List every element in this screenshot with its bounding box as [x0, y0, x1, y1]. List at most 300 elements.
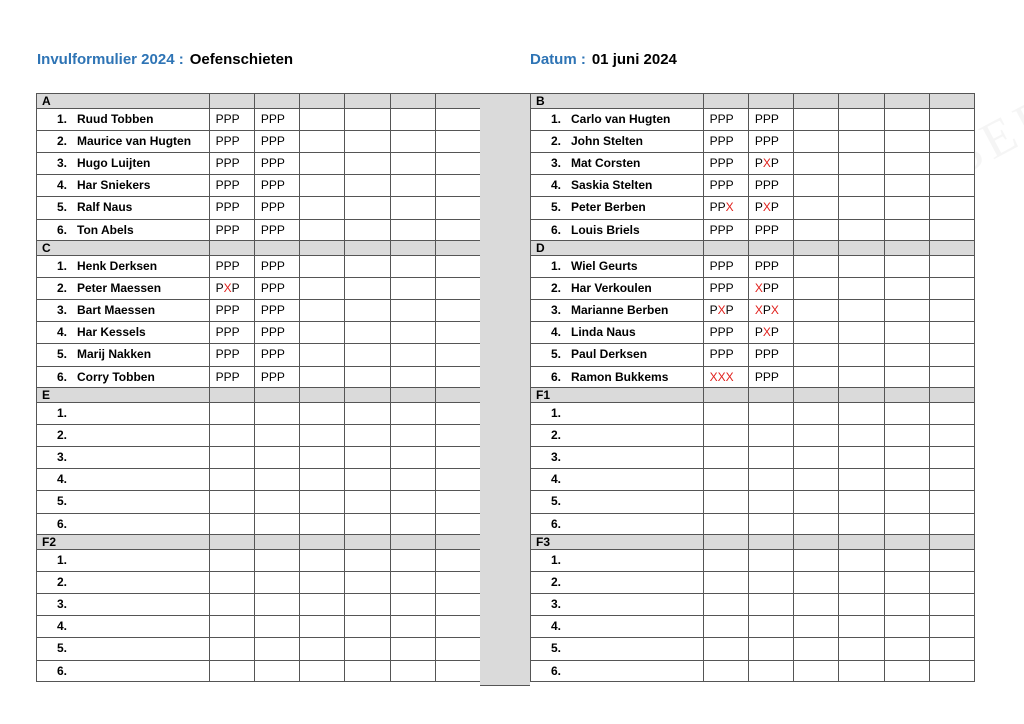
- empty-score-cell[interactable]: [391, 197, 436, 219]
- empty-score-cell[interactable]: [300, 220, 345, 240]
- empty-score-cell[interactable]: [300, 300, 345, 321]
- round-2-score-cell[interactable]: [255, 491, 300, 513]
- round-2-score-cell[interactable]: [255, 425, 300, 446]
- empty-score-cell[interactable]: [885, 491, 930, 513]
- empty-score-cell[interactable]: [300, 469, 345, 490]
- round-2-score-cell[interactable]: [749, 514, 794, 534]
- empty-score-cell[interactable]: [839, 109, 884, 130]
- round-1-score-cell[interactable]: [210, 661, 255, 681]
- name-cell[interactable]: [531, 344, 704, 366]
- empty-score-cell[interactable]: [391, 131, 436, 152]
- name-cell[interactable]: [37, 469, 210, 490]
- round-1-score-cell[interactable]: [210, 344, 255, 366]
- round-2-score-cell[interactable]: [749, 491, 794, 513]
- empty-score-cell[interactable]: [391, 300, 436, 321]
- empty-score-cell[interactable]: [300, 572, 345, 593]
- round-2-score-cell[interactable]: [749, 367, 794, 387]
- empty-score-cell[interactable]: [345, 153, 390, 174]
- round-1-score-cell[interactable]: [210, 322, 255, 343]
- empty-score-cell[interactable]: [300, 403, 345, 424]
- empty-score-cell[interactable]: [794, 256, 839, 277]
- empty-score-cell[interactable]: [391, 175, 436, 196]
- empty-score-cell[interactable]: [794, 109, 839, 130]
- round-2-score-cell[interactable]: [749, 109, 794, 130]
- empty-score-cell[interactable]: [345, 638, 390, 660]
- empty-score-cell[interactable]: [839, 300, 884, 321]
- empty-score-cell[interactable]: [930, 256, 975, 277]
- empty-score-cell[interactable]: [930, 425, 975, 446]
- round-2-score-cell[interactable]: [255, 344, 300, 366]
- empty-score-cell[interactable]: [436, 256, 481, 277]
- empty-score-cell[interactable]: [794, 322, 839, 343]
- round-1-score-cell[interactable]: [704, 550, 749, 571]
- empty-score-cell[interactable]: [300, 425, 345, 446]
- round-1-score-cell[interactable]: [210, 572, 255, 593]
- empty-score-cell[interactable]: [839, 514, 884, 534]
- empty-score-cell[interactable]: [839, 550, 884, 571]
- round-2-score-cell[interactable]: [749, 403, 794, 424]
- empty-score-cell[interactable]: [885, 616, 930, 637]
- empty-score-cell[interactable]: [391, 220, 436, 240]
- name-cell[interactable]: [37, 425, 210, 446]
- empty-score-cell[interactable]: [885, 425, 930, 446]
- empty-score-cell[interactable]: [794, 300, 839, 321]
- empty-score-cell[interactable]: [436, 109, 481, 130]
- round-1-score-cell[interactable]: [210, 256, 255, 277]
- empty-score-cell[interactable]: [345, 403, 390, 424]
- round-1-score-cell[interactable]: [704, 367, 749, 387]
- empty-score-cell[interactable]: [794, 447, 839, 468]
- empty-score-cell[interactable]: [345, 197, 390, 219]
- round-1-score-cell[interactable]: [210, 220, 255, 240]
- round-1-score-cell[interactable]: [210, 131, 255, 152]
- empty-score-cell[interactable]: [885, 638, 930, 660]
- empty-score-cell[interactable]: [930, 514, 975, 534]
- empty-score-cell[interactable]: [885, 256, 930, 277]
- empty-score-cell[interactable]: [839, 197, 884, 219]
- empty-score-cell[interactable]: [930, 616, 975, 637]
- round-1-score-cell[interactable]: [704, 220, 749, 240]
- empty-score-cell[interactable]: [885, 197, 930, 219]
- empty-score-cell[interactable]: [930, 344, 975, 366]
- round-2-score-cell[interactable]: [255, 447, 300, 468]
- name-cell[interactable]: [531, 131, 704, 152]
- round-1-score-cell[interactable]: [210, 278, 255, 299]
- round-1-score-cell[interactable]: [210, 425, 255, 446]
- empty-score-cell[interactable]: [794, 469, 839, 490]
- empty-score-cell[interactable]: [391, 594, 436, 615]
- round-1-score-cell[interactable]: [210, 109, 255, 130]
- empty-score-cell[interactable]: [885, 550, 930, 571]
- empty-score-cell[interactable]: [839, 220, 884, 240]
- empty-score-cell[interactable]: [436, 661, 481, 681]
- name-cell[interactable]: [531, 550, 704, 571]
- round-1-score-cell[interactable]: [210, 616, 255, 637]
- empty-score-cell[interactable]: [345, 322, 390, 343]
- empty-score-cell[interactable]: [345, 491, 390, 513]
- empty-score-cell[interactable]: [345, 367, 390, 387]
- empty-score-cell[interactable]: [930, 175, 975, 196]
- name-cell[interactable]: [37, 256, 210, 277]
- empty-score-cell[interactable]: [345, 278, 390, 299]
- empty-score-cell[interactable]: [930, 469, 975, 490]
- round-2-score-cell[interactable]: [255, 661, 300, 681]
- empty-score-cell[interactable]: [839, 469, 884, 490]
- name-cell[interactable]: [37, 514, 210, 534]
- empty-score-cell[interactable]: [839, 322, 884, 343]
- empty-score-cell[interactable]: [345, 550, 390, 571]
- empty-score-cell[interactable]: [391, 256, 436, 277]
- round-2-score-cell[interactable]: [255, 300, 300, 321]
- name-cell[interactable]: [37, 131, 210, 152]
- empty-score-cell[interactable]: [300, 256, 345, 277]
- empty-score-cell[interactable]: [930, 447, 975, 468]
- empty-score-cell[interactable]: [391, 491, 436, 513]
- name-cell[interactable]: [37, 197, 210, 219]
- empty-score-cell[interactable]: [300, 491, 345, 513]
- round-2-score-cell[interactable]: [749, 344, 794, 366]
- empty-score-cell[interactable]: [794, 425, 839, 446]
- empty-score-cell[interactable]: [885, 572, 930, 593]
- round-2-score-cell[interactable]: [255, 514, 300, 534]
- empty-score-cell[interactable]: [794, 278, 839, 299]
- name-cell[interactable]: [531, 322, 704, 343]
- empty-score-cell[interactable]: [885, 278, 930, 299]
- empty-score-cell[interactable]: [839, 447, 884, 468]
- round-2-score-cell[interactable]: [749, 469, 794, 490]
- round-2-score-cell[interactable]: [749, 322, 794, 343]
- round-2-score-cell[interactable]: [749, 447, 794, 468]
- empty-score-cell[interactable]: [436, 425, 481, 446]
- round-1-score-cell[interactable]: [210, 469, 255, 490]
- name-cell[interactable]: [531, 153, 704, 174]
- empty-score-cell[interactable]: [839, 491, 884, 513]
- name-cell[interactable]: [531, 514, 704, 534]
- round-1-score-cell[interactable]: [210, 514, 255, 534]
- round-1-score-cell[interactable]: [210, 367, 255, 387]
- empty-score-cell[interactable]: [930, 197, 975, 219]
- round-2-score-cell[interactable]: [255, 367, 300, 387]
- round-2-score-cell[interactable]: [749, 256, 794, 277]
- round-1-score-cell[interactable]: [704, 197, 749, 219]
- empty-score-cell[interactable]: [794, 197, 839, 219]
- empty-score-cell[interactable]: [930, 550, 975, 571]
- round-2-score-cell[interactable]: [255, 594, 300, 615]
- empty-score-cell[interactable]: [345, 109, 390, 130]
- empty-score-cell[interactable]: [839, 278, 884, 299]
- empty-score-cell[interactable]: [436, 131, 481, 152]
- name-cell[interactable]: [531, 256, 704, 277]
- name-cell[interactable]: [37, 403, 210, 424]
- round-2-score-cell[interactable]: [255, 322, 300, 343]
- name-cell[interactable]: [37, 572, 210, 593]
- round-1-score-cell[interactable]: [704, 322, 749, 343]
- name-cell[interactable]: [37, 367, 210, 387]
- empty-score-cell[interactable]: [930, 153, 975, 174]
- name-cell[interactable]: [531, 109, 704, 130]
- name-cell[interactable]: [37, 220, 210, 240]
- empty-score-cell[interactable]: [345, 256, 390, 277]
- round-1-score-cell[interactable]: [704, 344, 749, 366]
- round-2-score-cell[interactable]: [749, 197, 794, 219]
- name-cell[interactable]: [531, 300, 704, 321]
- empty-score-cell[interactable]: [885, 322, 930, 343]
- empty-score-cell[interactable]: [345, 344, 390, 366]
- round-2-score-cell[interactable]: [255, 550, 300, 571]
- empty-score-cell[interactable]: [391, 447, 436, 468]
- empty-score-cell[interactable]: [391, 616, 436, 637]
- empty-score-cell[interactable]: [839, 661, 884, 681]
- empty-score-cell[interactable]: [839, 344, 884, 366]
- empty-score-cell[interactable]: [839, 616, 884, 637]
- round-1-score-cell[interactable]: [210, 638, 255, 660]
- round-2-score-cell[interactable]: [255, 131, 300, 152]
- round-2-score-cell[interactable]: [749, 661, 794, 681]
- round-2-score-cell[interactable]: [255, 616, 300, 637]
- empty-score-cell[interactable]: [391, 425, 436, 446]
- empty-score-cell[interactable]: [930, 278, 975, 299]
- empty-score-cell[interactable]: [391, 572, 436, 593]
- round-1-score-cell[interactable]: [704, 109, 749, 130]
- round-2-score-cell[interactable]: [255, 572, 300, 593]
- empty-score-cell[interactable]: [345, 131, 390, 152]
- round-1-score-cell[interactable]: [704, 278, 749, 299]
- empty-score-cell[interactable]: [436, 514, 481, 534]
- round-1-score-cell[interactable]: [704, 131, 749, 152]
- empty-score-cell[interactable]: [391, 367, 436, 387]
- empty-score-cell[interactable]: [300, 550, 345, 571]
- round-1-score-cell[interactable]: [704, 425, 749, 446]
- round-1-score-cell[interactable]: [704, 447, 749, 468]
- empty-score-cell[interactable]: [885, 661, 930, 681]
- empty-score-cell[interactable]: [436, 491, 481, 513]
- round-2-score-cell[interactable]: [749, 131, 794, 152]
- empty-score-cell[interactable]: [391, 550, 436, 571]
- round-2-score-cell[interactable]: [255, 256, 300, 277]
- round-2-score-cell[interactable]: [749, 572, 794, 593]
- round-2-score-cell[interactable]: [255, 153, 300, 174]
- name-cell[interactable]: [531, 278, 704, 299]
- empty-score-cell[interactable]: [300, 594, 345, 615]
- empty-score-cell[interactable]: [436, 550, 481, 571]
- empty-score-cell[interactable]: [885, 300, 930, 321]
- empty-score-cell[interactable]: [300, 175, 345, 196]
- empty-score-cell[interactable]: [839, 367, 884, 387]
- empty-score-cell[interactable]: [436, 638, 481, 660]
- round-2-score-cell[interactable]: [255, 197, 300, 219]
- name-cell[interactable]: [531, 175, 704, 196]
- empty-score-cell[interactable]: [930, 367, 975, 387]
- empty-score-cell[interactable]: [930, 572, 975, 593]
- empty-score-cell[interactable]: [930, 131, 975, 152]
- empty-score-cell[interactable]: [436, 572, 481, 593]
- empty-score-cell[interactable]: [885, 514, 930, 534]
- round-2-score-cell[interactable]: [255, 220, 300, 240]
- round-2-score-cell[interactable]: [255, 638, 300, 660]
- name-cell[interactable]: [531, 594, 704, 615]
- empty-score-cell[interactable]: [300, 638, 345, 660]
- empty-score-cell[interactable]: [345, 175, 390, 196]
- empty-score-cell[interactable]: [300, 278, 345, 299]
- round-1-score-cell[interactable]: [704, 661, 749, 681]
- empty-score-cell[interactable]: [436, 344, 481, 366]
- empty-score-cell[interactable]: [300, 661, 345, 681]
- name-cell[interactable]: [531, 661, 704, 681]
- empty-score-cell[interactable]: [391, 514, 436, 534]
- name-cell[interactable]: [531, 197, 704, 219]
- empty-score-cell[interactable]: [345, 514, 390, 534]
- empty-score-cell[interactable]: [839, 425, 884, 446]
- name-cell[interactable]: [37, 153, 210, 174]
- empty-score-cell[interactable]: [930, 300, 975, 321]
- round-1-score-cell[interactable]: [704, 403, 749, 424]
- round-2-score-cell[interactable]: [749, 550, 794, 571]
- empty-score-cell[interactable]: [794, 572, 839, 593]
- round-2-score-cell[interactable]: [749, 425, 794, 446]
- empty-score-cell[interactable]: [345, 572, 390, 593]
- empty-score-cell[interactable]: [300, 367, 345, 387]
- empty-score-cell[interactable]: [839, 153, 884, 174]
- round-2-score-cell[interactable]: [749, 300, 794, 321]
- empty-score-cell[interactable]: [794, 175, 839, 196]
- empty-score-cell[interactable]: [794, 661, 839, 681]
- empty-score-cell[interactable]: [345, 220, 390, 240]
- name-cell[interactable]: [531, 572, 704, 593]
- name-cell[interactable]: [37, 109, 210, 130]
- empty-score-cell[interactable]: [930, 109, 975, 130]
- empty-score-cell[interactable]: [794, 514, 839, 534]
- name-cell[interactable]: [531, 638, 704, 660]
- name-cell[interactable]: [37, 278, 210, 299]
- empty-score-cell[interactable]: [885, 367, 930, 387]
- name-cell[interactable]: [531, 616, 704, 637]
- name-cell[interactable]: [37, 344, 210, 366]
- round-1-score-cell[interactable]: [210, 153, 255, 174]
- round-1-score-cell[interactable]: [704, 256, 749, 277]
- empty-score-cell[interactable]: [885, 594, 930, 615]
- round-2-score-cell[interactable]: [255, 175, 300, 196]
- empty-score-cell[interactable]: [885, 344, 930, 366]
- name-cell[interactable]: [37, 447, 210, 468]
- empty-score-cell[interactable]: [436, 403, 481, 424]
- name-cell[interactable]: [531, 220, 704, 240]
- round-1-score-cell[interactable]: [704, 469, 749, 490]
- round-1-score-cell[interactable]: [704, 572, 749, 593]
- name-cell[interactable]: [37, 491, 210, 513]
- empty-score-cell[interactable]: [794, 616, 839, 637]
- empty-score-cell[interactable]: [794, 344, 839, 366]
- empty-score-cell[interactable]: [885, 403, 930, 424]
- empty-score-cell[interactable]: [794, 403, 839, 424]
- empty-score-cell[interactable]: [436, 447, 481, 468]
- name-cell[interactable]: [37, 175, 210, 196]
- empty-score-cell[interactable]: [885, 469, 930, 490]
- empty-score-cell[interactable]: [300, 514, 345, 534]
- empty-score-cell[interactable]: [885, 153, 930, 174]
- empty-score-cell[interactable]: [436, 220, 481, 240]
- empty-score-cell[interactable]: [436, 300, 481, 321]
- round-1-score-cell[interactable]: [704, 514, 749, 534]
- name-cell[interactable]: [531, 447, 704, 468]
- round-1-score-cell[interactable]: [704, 175, 749, 196]
- round-2-score-cell[interactable]: [255, 403, 300, 424]
- empty-score-cell[interactable]: [839, 638, 884, 660]
- empty-score-cell[interactable]: [300, 109, 345, 130]
- empty-score-cell[interactable]: [794, 491, 839, 513]
- round-1-score-cell[interactable]: [210, 175, 255, 196]
- round-1-score-cell[interactable]: [210, 447, 255, 468]
- round-1-score-cell[interactable]: [704, 638, 749, 660]
- round-1-score-cell[interactable]: [210, 491, 255, 513]
- name-cell[interactable]: [531, 367, 704, 387]
- empty-score-cell[interactable]: [794, 550, 839, 571]
- round-1-score-cell[interactable]: [210, 594, 255, 615]
- empty-score-cell[interactable]: [436, 322, 481, 343]
- round-2-score-cell[interactable]: [255, 109, 300, 130]
- round-2-score-cell[interactable]: [749, 175, 794, 196]
- empty-score-cell[interactable]: [345, 469, 390, 490]
- empty-score-cell[interactable]: [436, 594, 481, 615]
- empty-score-cell[interactable]: [794, 220, 839, 240]
- empty-score-cell[interactable]: [436, 469, 481, 490]
- empty-score-cell[interactable]: [930, 638, 975, 660]
- empty-score-cell[interactable]: [300, 344, 345, 366]
- name-cell[interactable]: [531, 491, 704, 513]
- empty-score-cell[interactable]: [839, 594, 884, 615]
- empty-score-cell[interactable]: [391, 109, 436, 130]
- round-1-score-cell[interactable]: [704, 491, 749, 513]
- empty-score-cell[interactable]: [794, 153, 839, 174]
- empty-score-cell[interactable]: [436, 153, 481, 174]
- empty-score-cell[interactable]: [345, 425, 390, 446]
- round-2-score-cell[interactable]: [255, 469, 300, 490]
- empty-score-cell[interactable]: [885, 109, 930, 130]
- round-1-score-cell[interactable]: [704, 616, 749, 637]
- empty-score-cell[interactable]: [300, 616, 345, 637]
- name-cell[interactable]: [37, 322, 210, 343]
- empty-score-cell[interactable]: [794, 131, 839, 152]
- empty-score-cell[interactable]: [839, 131, 884, 152]
- name-cell[interactable]: [531, 425, 704, 446]
- empty-score-cell[interactable]: [794, 367, 839, 387]
- empty-score-cell[interactable]: [436, 367, 481, 387]
- empty-score-cell[interactable]: [300, 197, 345, 219]
- round-1-score-cell[interactable]: [704, 594, 749, 615]
- empty-score-cell[interactable]: [300, 131, 345, 152]
- round-2-score-cell[interactable]: [749, 153, 794, 174]
- name-cell[interactable]: [531, 469, 704, 490]
- name-cell[interactable]: [37, 616, 210, 637]
- round-1-score-cell[interactable]: [704, 153, 749, 174]
- empty-score-cell[interactable]: [345, 300, 390, 321]
- round-1-score-cell[interactable]: [210, 300, 255, 321]
- round-2-score-cell[interactable]: [749, 278, 794, 299]
- empty-score-cell[interactable]: [885, 447, 930, 468]
- empty-score-cell[interactable]: [930, 403, 975, 424]
- name-cell[interactable]: [37, 300, 210, 321]
- empty-score-cell[interactable]: [436, 175, 481, 196]
- empty-score-cell[interactable]: [885, 220, 930, 240]
- name-cell[interactable]: [531, 403, 704, 424]
- empty-score-cell[interactable]: [300, 153, 345, 174]
- empty-score-cell[interactable]: [436, 197, 481, 219]
- empty-score-cell[interactable]: [794, 638, 839, 660]
- empty-score-cell[interactable]: [839, 572, 884, 593]
- name-cell[interactable]: [37, 550, 210, 571]
- empty-score-cell[interactable]: [391, 322, 436, 343]
- round-2-score-cell[interactable]: [749, 638, 794, 660]
- empty-score-cell[interactable]: [839, 175, 884, 196]
